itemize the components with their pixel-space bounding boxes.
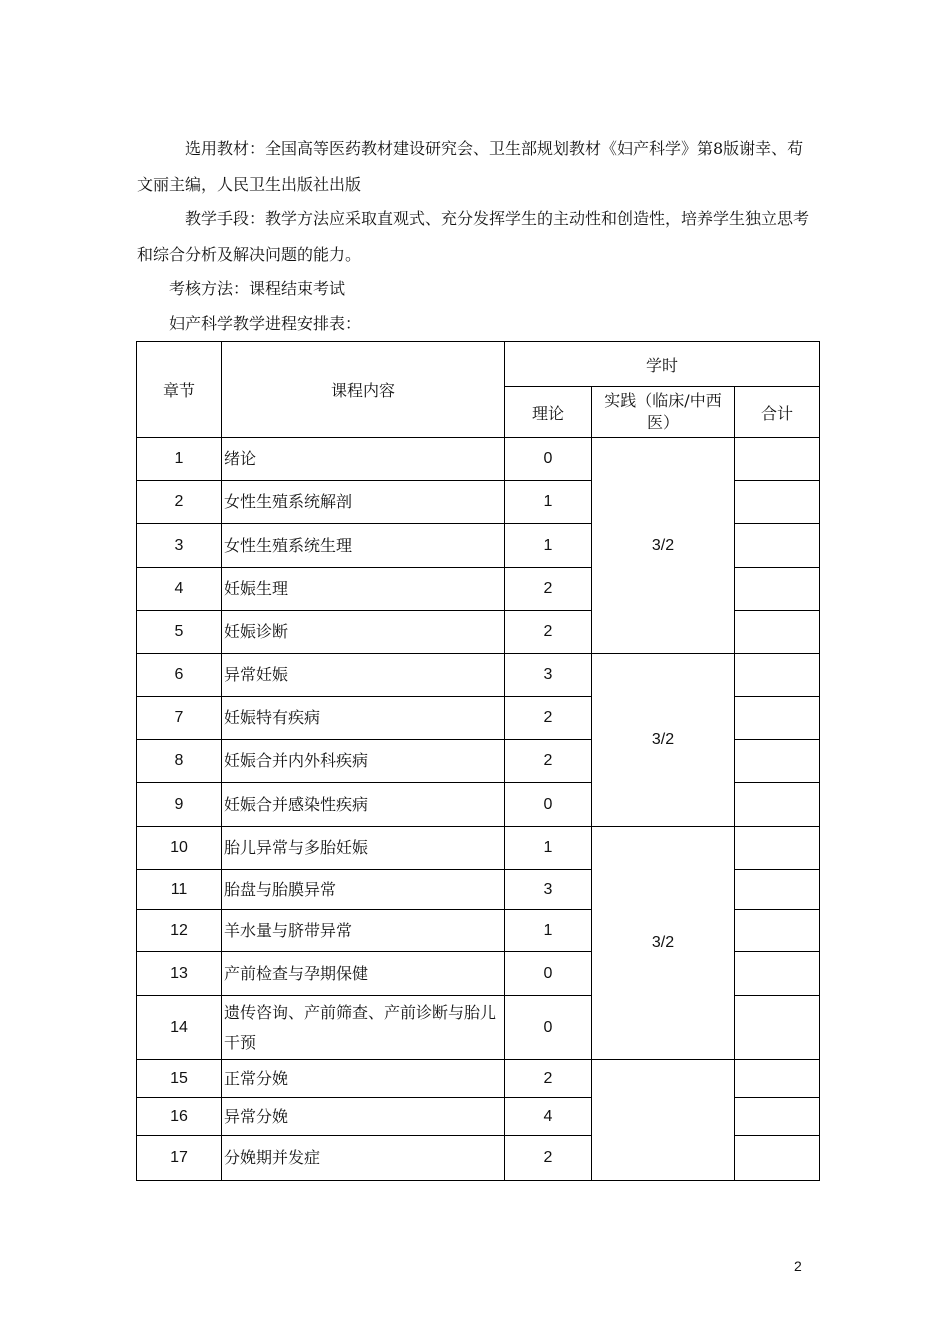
content-cell: 胎盘与胎膜异常 [222, 870, 505, 910]
table-row [137, 1060, 820, 1098]
content-cell: 妊娠合并感染性疾病 [222, 783, 505, 827]
theory-cell: 0 [505, 783, 592, 827]
theory-cell: 2 [505, 611, 592, 654]
header-content: 课程内容 [222, 342, 505, 438]
theory-cell: 1 [505, 827, 592, 870]
content-cell: 羊水量与脐带异常 [222, 910, 505, 952]
theory-cell: 0 [505, 996, 592, 1060]
content-cell: 妊娠合并内外科疾病 [222, 740, 505, 783]
content-cell: 胎儿异常与多胎妊娠 [222, 827, 505, 870]
total-cell [735, 568, 820, 611]
content-cell: 遗传咨询、产前筛查、产前诊断与胎儿干预 [222, 996, 505, 1060]
theory-cell: 2 [505, 568, 592, 611]
content-cell: 异常分娩 [222, 1098, 505, 1136]
total-cell [735, 952, 820, 996]
total-cell [735, 910, 820, 952]
chapter-cell: 5 [137, 611, 222, 654]
total-cell [735, 870, 820, 910]
chapter-cell: 4 [137, 568, 222, 611]
chapter-cell: 17 [137, 1136, 222, 1181]
theory-cell: 2 [505, 1136, 592, 1181]
chapter-cell: 6 [137, 654, 222, 697]
header-total: 合计 [735, 387, 820, 438]
content-cell: 分娩期并发症 [222, 1136, 505, 1181]
chapter-cell: 9 [137, 783, 222, 827]
theory-cell: 2 [505, 1060, 592, 1098]
content-cell: 异常妊娠 [222, 654, 505, 697]
content-cell: 妊娠诊断 [222, 611, 505, 654]
total-cell [735, 481, 820, 524]
theory-cell: 0 [505, 952, 592, 996]
content-cell: 女性生殖系统生理 [222, 524, 505, 568]
total-cell [735, 611, 820, 654]
chapter-cell: 10 [137, 827, 222, 870]
page-number: 2 [794, 1258, 802, 1274]
header-practice: 实践（临床/中西医） [592, 387, 735, 438]
theory-cell: 1 [505, 910, 592, 952]
teaching-method-paragraph: 教学手段：教学方法应采取直观式、充分发挥学生的主动性和创造性，培养学生独立思考和综合分析及解决问题的能力。 [137, 209, 810, 264]
total-cell [735, 827, 820, 870]
theory-cell: 1 [505, 481, 592, 524]
chapter-cell: 2 [137, 481, 222, 524]
total-cell [735, 697, 820, 740]
practice-cell: 3/2 [592, 654, 735, 827]
theory-cell: 0 [505, 438, 592, 481]
chapter-cell: 11 [137, 870, 222, 910]
theory-cell: 3 [505, 654, 592, 697]
chapter-cell: 15 [137, 1060, 222, 1098]
table-row [137, 654, 820, 697]
total-cell [735, 740, 820, 783]
content-cell: 正常分娩 [222, 1060, 505, 1098]
content-cell: 妊娠特有疾病 [222, 697, 505, 740]
content-cell: 产前检查与孕期保健 [222, 952, 505, 996]
header-theory: 理论 [505, 387, 592, 438]
textbook-paragraph: 选用教材：全国高等医药教材建设研究会、卫生部规划教材《妇产科学》第8版谢幸、苟文丽主编，人民卫生出版社出版 [137, 139, 804, 194]
header-chapter: 章节 [137, 342, 222, 438]
theory-cell: 2 [505, 697, 592, 740]
chapter-cell: 13 [137, 952, 222, 996]
chapter-cell: 12 [137, 910, 222, 952]
theory-cell: 2 [505, 740, 592, 783]
total-cell [735, 783, 820, 827]
chapter-cell: 1 [137, 438, 222, 481]
total-cell [735, 1060, 820, 1098]
total-cell [735, 996, 820, 1060]
theory-cell: 3 [505, 870, 592, 910]
chapter-cell: 7 [137, 697, 222, 740]
chapter-cell: 8 [137, 740, 222, 783]
total-cell [735, 524, 820, 568]
practice-cell: 3/2 [592, 827, 735, 1060]
chapter-cell: 14 [137, 996, 222, 1060]
content-cell: 绪论 [222, 438, 505, 481]
total-cell [735, 1136, 820, 1181]
content-cell: 女性生殖系统解剖 [222, 481, 505, 524]
total-cell [735, 438, 820, 481]
total-cell [735, 654, 820, 697]
chapter-cell: 3 [137, 524, 222, 568]
assessment-line: 考核方法：课程结束考试 [169, 279, 346, 298]
content-cell: 妊娠生理 [222, 568, 505, 611]
theory-cell: 4 [505, 1098, 592, 1136]
header-hours: 学时 [505, 342, 820, 387]
table-title: 妇产科学教学进程安排表： [169, 314, 362, 333]
practice-cell [592, 1060, 735, 1181]
schedule-table [136, 341, 820, 1181]
chapter-cell: 16 [137, 1098, 222, 1136]
practice-cell: 3/2 [592, 438, 735, 654]
table-row [137, 438, 820, 481]
theory-cell: 1 [505, 524, 592, 568]
total-cell [735, 1098, 820, 1136]
table-row [137, 827, 820, 870]
